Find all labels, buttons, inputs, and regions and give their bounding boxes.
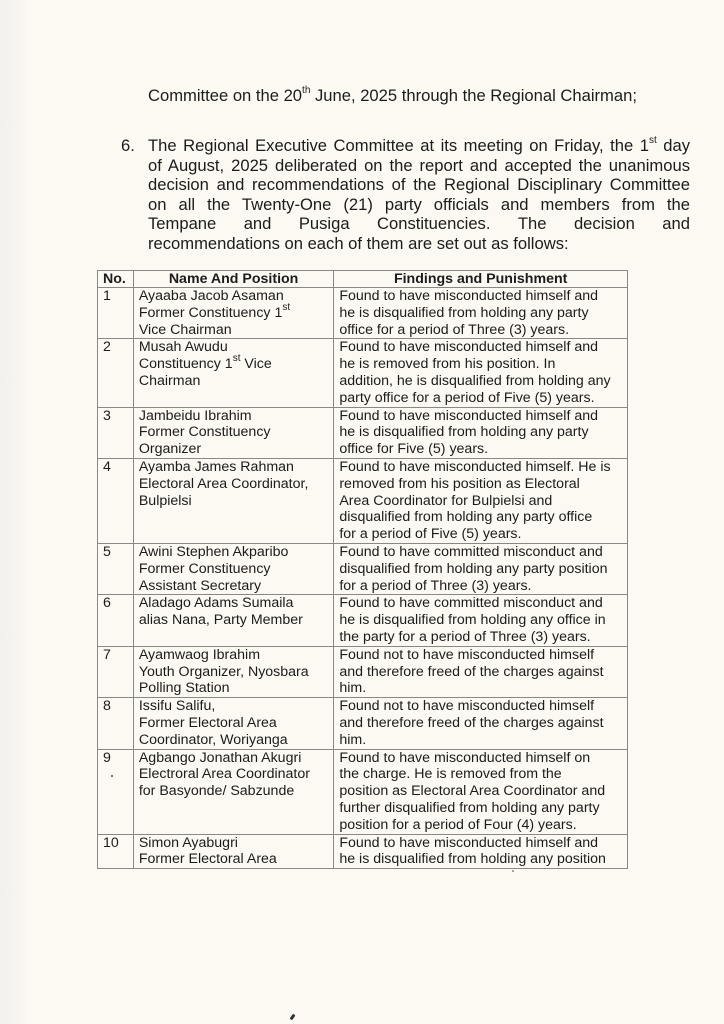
- cell-line: Assistant Secretary: [138, 577, 262, 594]
- table-row: [98, 407, 628, 458]
- cell-number: 7: [98, 646, 134, 697]
- cell-line: he is disqualified from holding any office in: [339, 612, 606, 629]
- cell-text: Constituency 1: [138, 356, 233, 373]
- cell-number: 9: [98, 749, 134, 834]
- justified-word: The: [517, 214, 547, 234]
- cell-line: and therefore freed of the charges against: [339, 663, 604, 680]
- header-findings: Findings and Punishment: [334, 271, 628, 288]
- table-row: [98, 339, 628, 407]
- table-row: [98, 595, 628, 646]
- cell-findings: [334, 458, 628, 543]
- cell-line: Found to have misconducted himself and: [339, 834, 599, 851]
- cell-line: Found not to have misconducted himself: [339, 698, 595, 715]
- cell-line: addition, he is disqualified from holding any: [339, 372, 611, 389]
- cell-line: Youth Organizer, Nyosbara: [138, 663, 309, 680]
- table-row: [98, 288, 628, 339]
- cell-name-position: [133, 288, 333, 339]
- item-line-text: The Regional Executive Committee at its meeting on Friday, the 1: [148, 136, 649, 155]
- cell-name-position: [133, 646, 333, 697]
- header-name-position: Name And Position: [133, 271, 333, 288]
- cell-findings: [334, 288, 628, 339]
- cell-line: Chairman: [138, 372, 201, 389]
- cell-line: Found not to have misconducted himself: [339, 646, 595, 663]
- cell-line: him.: [339, 680, 367, 697]
- cell-findings: [334, 749, 628, 834]
- scan-speck: [111, 775, 113, 777]
- cell-line: further disqualified from holding any party: [339, 799, 600, 816]
- cell-line: he is disqualified from holding any position: [339, 851, 606, 868]
- cell-text: Former Constituency 1: [138, 304, 283, 321]
- findings-table: [97, 270, 628, 869]
- cell-line: Former Electoral Area: [138, 714, 277, 731]
- justified-word: and: [662, 214, 690, 234]
- cell-number: 4: [98, 458, 134, 543]
- item-line: of August, 2025 deliberated on the report and accepted the unanimous: [148, 155, 690, 175]
- cell-line: Bulpielsi: [138, 492, 192, 509]
- cell-name-position: [133, 749, 333, 834]
- cell-name-position: [133, 407, 333, 458]
- cell-line: Ayamwaog Ibrahim: [138, 646, 261, 663]
- cell-line: Found to have misconducted himself and: [339, 339, 599, 356]
- ordinal-suffix: st: [648, 135, 657, 147]
- cell-line: he is disqualified from holding any party: [339, 424, 589, 441]
- cell-line: [138, 353, 333, 373]
- justified-word-row: [148, 214, 690, 234]
- ordinal-suffix: st: [282, 302, 291, 314]
- cell-line: Coordinator, Woriyanga: [138, 731, 288, 748]
- item-line: [148, 214, 690, 234]
- item-body: [148, 136, 690, 254]
- cell-line: Simon Ayabugri: [138, 834, 238, 851]
- justified-word: Constituencies.: [377, 214, 491, 234]
- continuation-text: Committee on the 20: [148, 86, 303, 105]
- cell-line: him.: [339, 731, 367, 748]
- cell-name-position: [133, 834, 333, 869]
- cell-line: office for Five (5) years.: [339, 441, 489, 458]
- table-row: [98, 749, 628, 834]
- table-row: [98, 543, 628, 594]
- cell-line: [138, 302, 333, 322]
- cell-name-position: [133, 595, 333, 646]
- continuation-text-end: June, 2025 through the Regional Chairman;: [310, 86, 637, 105]
- cell-line: Agbango Jonathan Akugri: [138, 749, 302, 766]
- cell-findings: [334, 407, 628, 458]
- cell-line: removed from his position as Electoral: [339, 475, 580, 492]
- cell-line: for Basyonde/ Sabzunde: [138, 783, 295, 800]
- cell-number: 2: [98, 339, 134, 407]
- cell-text-end: Vice: [240, 356, 272, 373]
- cell-name-position: [133, 458, 333, 543]
- continuation-line: [148, 86, 637, 106]
- table-row: [98, 458, 628, 543]
- cell-line: and therefore freed of the charges against: [339, 714, 604, 731]
- cell-number: 6: [98, 595, 134, 646]
- cell-line: disqualified from holding any party office: [339, 509, 593, 526]
- cell-line: Electoral Area Coordinator,: [138, 475, 309, 492]
- cell-findings: [334, 698, 628, 749]
- cell-line: Electroral Area Coordinator: [138, 766, 310, 783]
- cell-line: Musah Awudu: [138, 339, 228, 356]
- cell-name-position: [133, 339, 333, 407]
- cell-line: Aladago Adams Sumaila: [138, 595, 294, 612]
- cell-line: Ayamba James Rahman: [138, 458, 294, 475]
- cell-findings: [334, 339, 628, 407]
- cell-number: 8: [98, 698, 134, 749]
- cell-findings: [334, 595, 628, 646]
- justified-word: Pusiga: [298, 214, 350, 234]
- table-row: [98, 646, 628, 697]
- cell-line: he is disqualified from holding any party: [339, 304, 589, 321]
- cell-findings: [334, 834, 628, 869]
- cell-line: Found to have misconducted himself and: [339, 288, 599, 304]
- cell-line: position as Electoral Area Coordinator and: [339, 783, 606, 800]
- cell-line: Found to have committed misconduct and: [339, 543, 603, 560]
- item-line: [148, 136, 690, 156]
- cell-line: he is removed from his position. In: [339, 356, 556, 373]
- cell-line: Organizer: [138, 441, 202, 458]
- cell-line: Issifu Salifu,: [138, 698, 216, 715]
- item-line-text-end: day: [656, 136, 690, 155]
- cell-line: Vice Chairman: [138, 321, 232, 338]
- header-no: No.: [98, 271, 134, 288]
- ordinal-suffix: st: [232, 353, 241, 365]
- cell-line: disqualified from holding any party position: [339, 560, 608, 577]
- cell-line: office for a period of Three (3) years.: [339, 321, 570, 338]
- scanned-page-edge: [0, 0, 26, 1024]
- cell-line: Former Constituency: [138, 560, 271, 577]
- cell-line: Area Coordinator for Bulpielsi and: [339, 492, 553, 509]
- justified-word: and: [243, 214, 272, 234]
- justified-word: Tempane: [148, 214, 217, 234]
- cell-line: alias Nana, Party Member: [138, 612, 303, 629]
- cell-number: 5: [98, 543, 134, 594]
- cell-line: Former Constituency: [138, 424, 271, 441]
- cell-name-position: [133, 543, 333, 594]
- cell-line: Former Electoral Area: [138, 851, 277, 868]
- cell-findings: [334, 543, 628, 594]
- item-line: decision and recommendations of the Regional Disciplinary Committee: [148, 175, 690, 195]
- scan-mark: [290, 1014, 296, 1021]
- cell-line: for a period of Five (5) years.: [339, 526, 522, 543]
- item-number: 6.: [121, 136, 135, 155]
- cell-number: 10: [98, 834, 134, 869]
- cell-line: the charge. He is removed from the: [339, 766, 562, 783]
- cell-line: Found to have committed misconduct and: [339, 595, 603, 612]
- cell-line: the party for a period of Three (3) years.: [339, 628, 591, 645]
- cell-line: Polling Station: [138, 680, 230, 697]
- cell-line: party office for a period of Five (5) years.: [339, 389, 595, 406]
- cell-number: 3: [98, 407, 134, 458]
- ordinal-suffix: th: [302, 85, 311, 97]
- item-line: on all the Twenty-One (21) party officials and members from the: [148, 194, 690, 214]
- cell-line: Found to have misconducted himself on: [339, 749, 591, 766]
- cell-findings: [334, 646, 628, 697]
- cell-line: Ayaaba Jacob Asaman: [138, 288, 284, 304]
- cell-line: for a period of Three (3) years.: [339, 577, 532, 594]
- scan-speck: [512, 870, 514, 872]
- table-row: [98, 698, 628, 749]
- item-line: recommendations on each of them are set out as follows:: [148, 233, 569, 253]
- cell-line: Found to have misconducted himself. He is: [339, 458, 611, 475]
- cell-line: position for a period of Four (4) years.: [339, 816, 577, 833]
- table-body: [98, 288, 628, 869]
- cell-number: 1: [98, 288, 134, 339]
- table-row: [98, 834, 628, 869]
- cell-line: Awini Stephen Akparibo: [138, 543, 289, 560]
- cell-line: Jambeidu Ibrahim: [138, 407, 252, 424]
- cell-name-position: [133, 698, 333, 749]
- justified-word: decision: [573, 214, 635, 234]
- table-header-row: [98, 271, 628, 288]
- cell-line: Found to have misconducted himself and: [339, 407, 599, 424]
